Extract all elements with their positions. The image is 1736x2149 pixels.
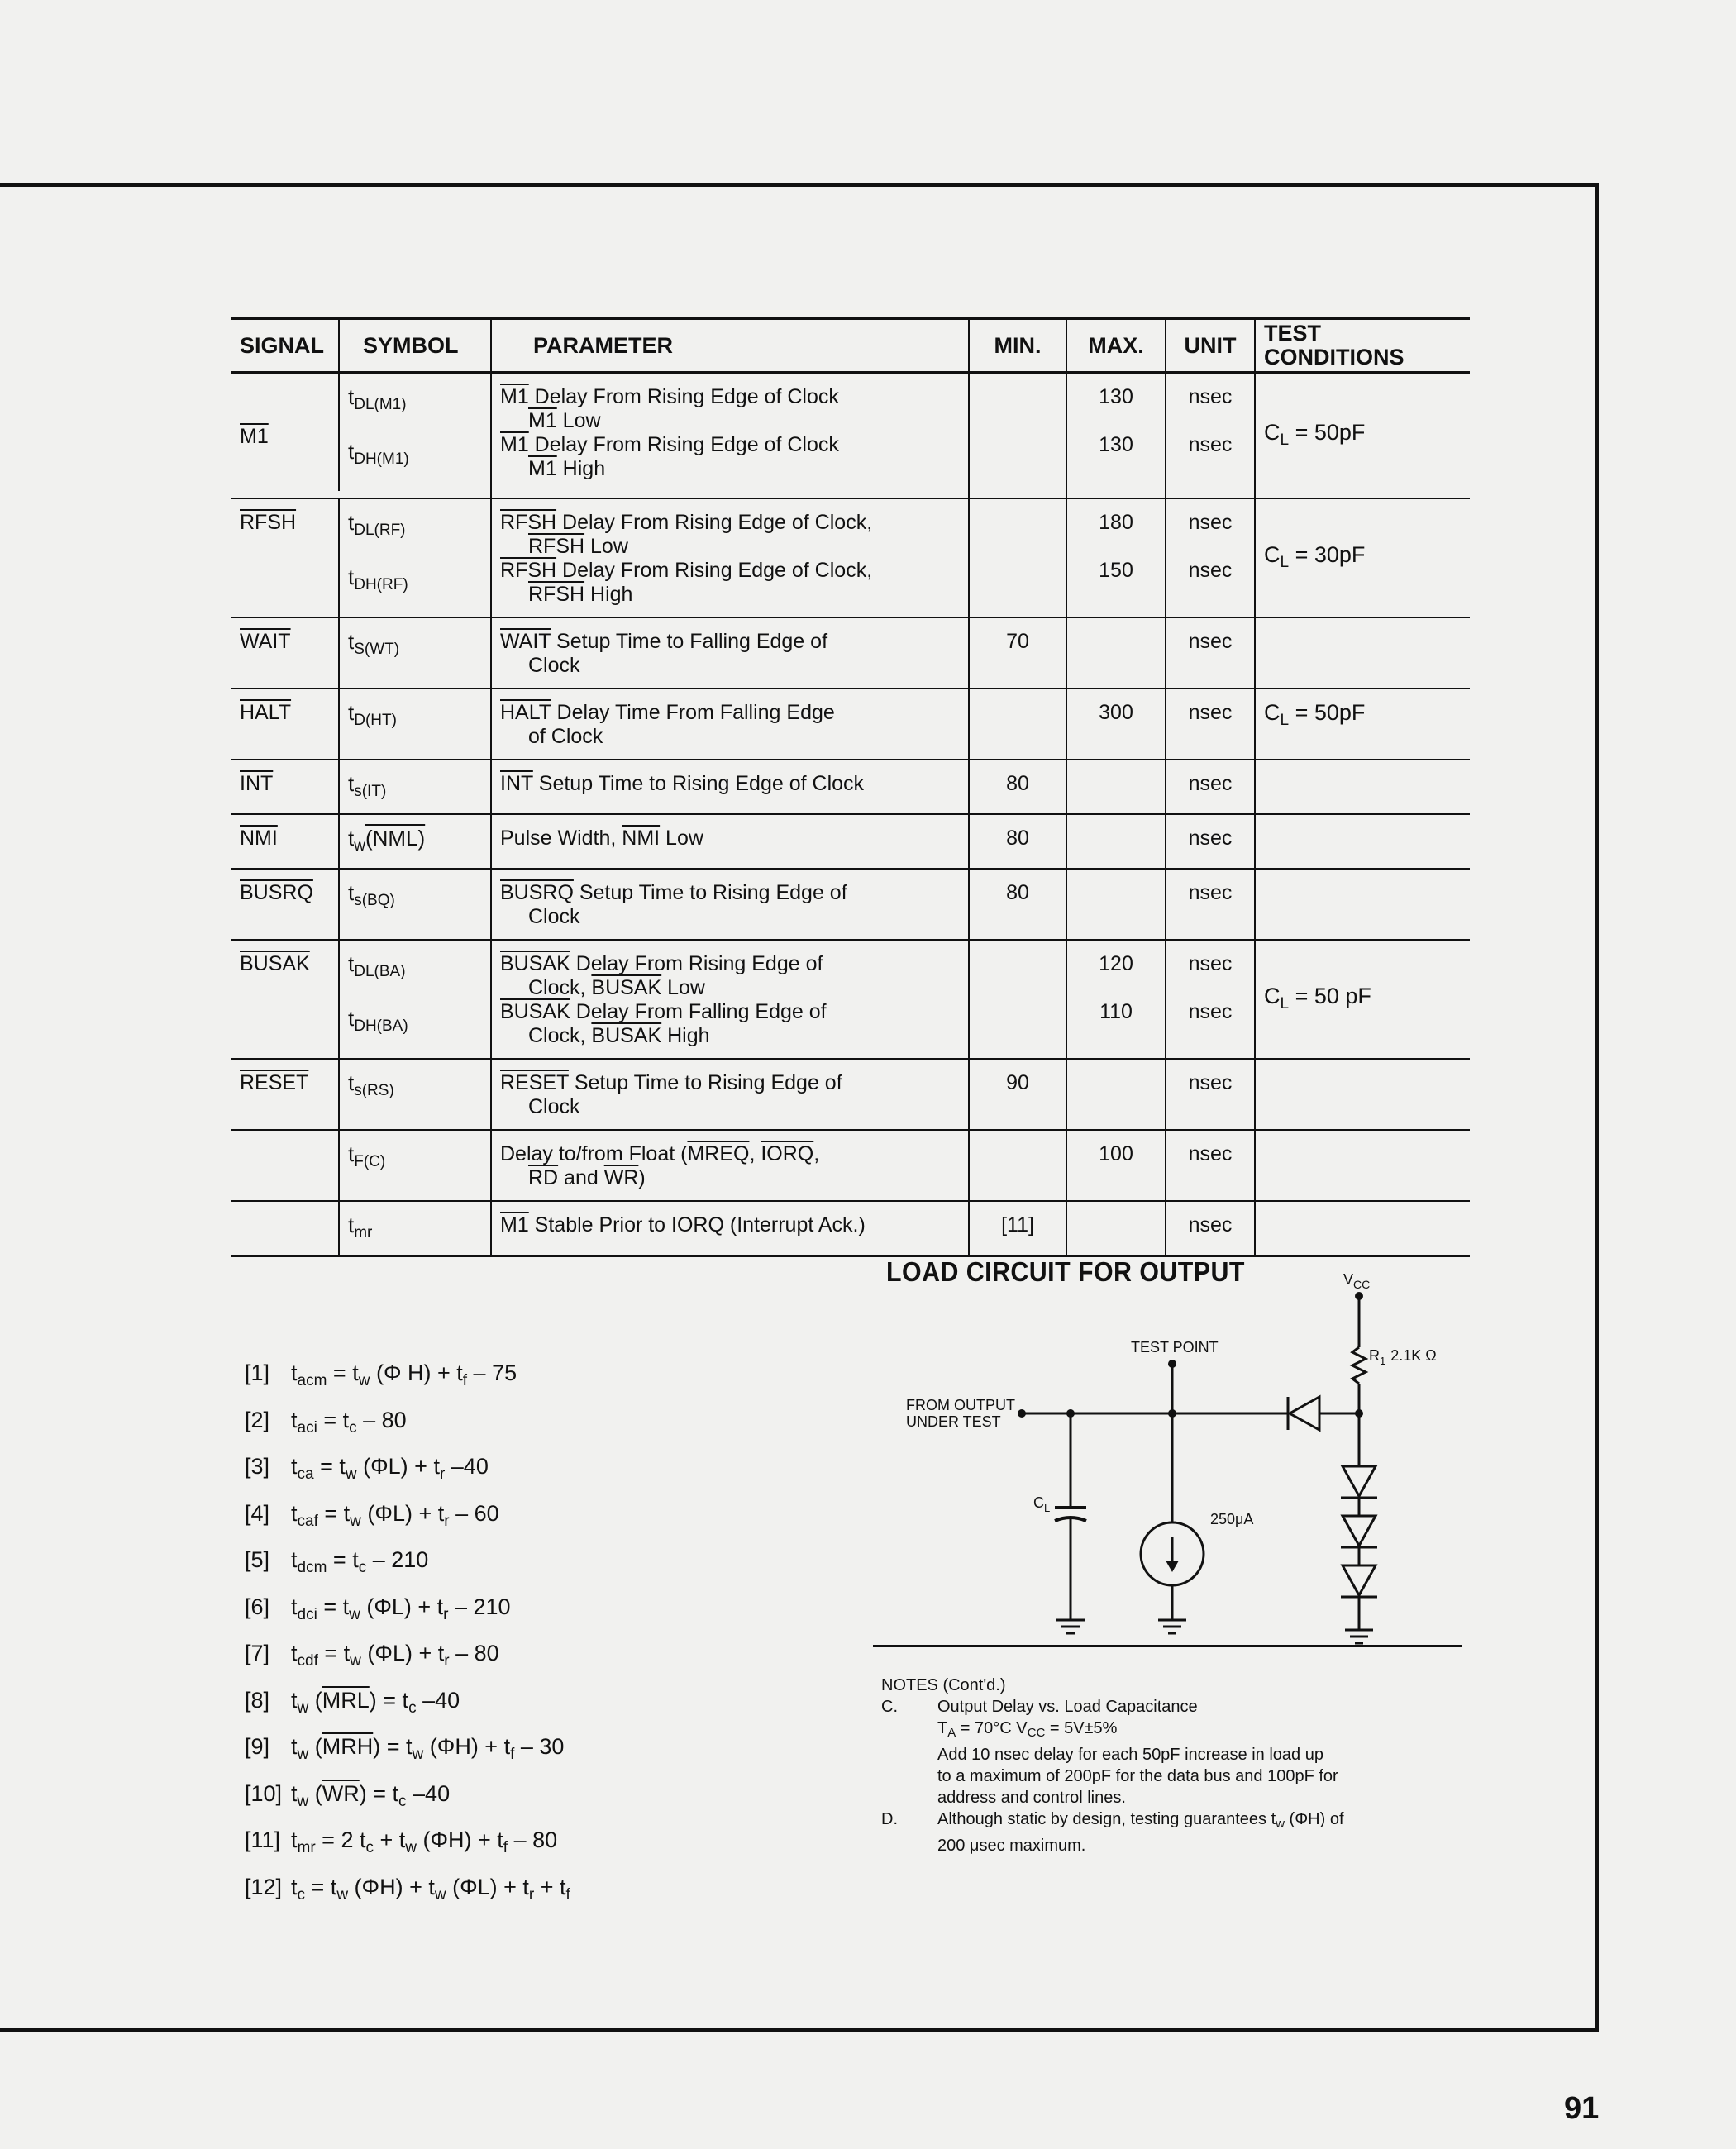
formula-item: [1] $t_{acm} = t_w$ (Φ $H) + t_f - 75$	[245, 1360, 517, 1389]
symbol: t	[348, 439, 355, 464]
formula-item: [2] $t_{aci} = t_c - 80$	[245, 1407, 407, 1437]
test-point-label: TEST POINT	[1131, 1339, 1219, 1356]
unit-value: nsec	[1188, 433, 1233, 456]
vcc-label: $V_{CC}$	[1343, 1271, 1371, 1291]
from-output-label: FROM OUTPUT	[906, 1397, 1015, 1413]
signal-name: RFSH	[240, 511, 297, 534]
table-row: HALT $t_{D(HT)}$ HALT Delay Time From Falling Edge of Clock 300 nsec $C_L = 50pF$	[231, 689, 1470, 760]
header-max: MAX.	[1066, 319, 1166, 373]
formula-item: [10] $t_w$ $(\overline{WR}) = t_c$ –40	[245, 1780, 451, 1810]
table-row: $t_{mr}$ M1 Stable Prior to IORQ (Interrupt Ack.) [11] nsec	[231, 1201, 1470, 1256]
notes-heading: NOTES (Cont'd.)	[881, 1676, 1006, 1694]
signal-name: M1	[240, 424, 269, 448]
param-text: Low	[556, 409, 601, 432]
table-row: WAIT $t_{S(WT)}$ WAIT Setup Time to Falling Edge of Clock 70 nsec	[231, 617, 1470, 689]
max-value: 130	[1099, 385, 1133, 408]
table-row: $t_{F(C)}$ Delay to/from Float (MREQ, IORQ, $\overline{RD}$ and $\overline{WR}$) 100 nsec	[231, 1130, 1470, 1201]
table-header-row	[231, 319, 1470, 373]
param-signal: M1	[500, 385, 529, 408]
header-symbol: SYMBOL	[339, 319, 491, 373]
page-number: 91	[1564, 2091, 1600, 2126]
formula-item: [9] $t_w$ $(\overline{MRH}) = t_w$ $(\Phi H) + t_f - 30$	[245, 1734, 565, 1763]
notes: NOTES (Cont'd.) C. Output Delay vs. Load Capacitance $T_A = 70^\circ C$ $V_{CC} = 5V\pm 5\%$ Add 10 nsec delay for each 50pF increase in load up to a maximum of 200pF for the data bus and 100pF for address and control lines. D. Although static by design, testing guarantees $t_w$ (ΦH) of 200 μsec maximum.	[881, 1676, 1344, 1855]
header-conditions: TEST CONDITIONS	[1255, 319, 1470, 373]
unit-value: nsec	[1188, 385, 1233, 408]
max-value: 130	[1099, 433, 1133, 456]
formula-item: [7] $t_{cdf} = t_w$ $(\Phi L) + t_r - 80$	[245, 1641, 499, 1670]
param-text: High	[556, 457, 606, 480]
header-min: MIN.	[969, 319, 1066, 373]
param-text: Delay From Rising Edge of Clock	[528, 433, 839, 456]
table-row: RESET $t_{s(RS)}$ RESET Setup Time to Rising Edge of Clock 90 nsec	[231, 1059, 1470, 1130]
formula-item: [11] $t_{mr} = 2$ $t_c + t_w$ $(\Phi H) + t_f - 80$	[245, 1827, 558, 1856]
table-row: BUSAK $t_{DL(BA)}$ $t_{DH(BA)}$ BUSAK Delay From Rising Edge of Clock, BUSAK Low BUSAK Delay From Falling Edge of Clock, BUSAK High 120 110 nsec nsec $C_L = 50$ pF	[231, 940, 1470, 1059]
table-row: M1 $t_{DL(M1)}$ $t_{DH(M1)}$ M1 Delay From Rising Edge of Clock M1 Low M1 Delay From Rising Edge of Clock M1 High 130 130 nsec nsec $C_L = 50pF$	[231, 373, 1470, 492]
formula-item: [5] $t_{dcm} = t_c - 210$	[245, 1547, 429, 1576]
formula-item: [6] $t_{dci} = t_w$ $(\Phi L) + t_r - 210$	[245, 1594, 511, 1623]
condition: C	[1264, 542, 1281, 567]
timing-table	[231, 317, 1470, 1257]
param-signal: M1	[500, 433, 529, 456]
min-value	[969, 373, 1066, 492]
current-label: 250μA	[1210, 1511, 1254, 1527]
param-text: Delay From Rising Edge of Clock	[528, 385, 839, 408]
symbol-sub: DH(M1)	[354, 450, 409, 468]
formula-item: [3] $t_{ca} = t_w$ $(\Phi L) + t_r$ –40	[245, 1454, 489, 1483]
symbol: t	[348, 384, 355, 409]
table-row: $\overline{INT}$ $t_{s(IT)}$ $\overline{INT}$ Setup Time to Rising Edge of Clock 80 nsec	[231, 760, 1470, 814]
notes-divider	[873, 1645, 1462, 1647]
note-label: D.	[881, 1810, 898, 1828]
table-row: RFSH $t_{DL(RF)}$ $t_{DH(RF)}$ RFSH Delay From Rising Edge of Clock, RFSH Low RFSH Delay From Rising Edge of Clock, RFSH High 180 150 nsec nsec $C_L = 30pF$	[231, 498, 1470, 617]
under-test-label: UNDER TEST	[906, 1413, 1001, 1430]
header-unit: UNIT	[1166, 319, 1255, 373]
condition: C	[1264, 420, 1281, 445]
formula-item: [12] $t_c = t_w$ $(\Phi H) + t_w$ $(\Phi L) + t_r + t_f$	[245, 1874, 570, 1904]
table-row: $\overline{NMI}$ $t_w(NML)$ Pulse Width, $\overline{NMI}$ Low 80 nsec	[231, 814, 1470, 869]
table-row: BUSRQ $t_{s(BQ)}$ BUSRQ Setup Time to Rising Edge of Clock 80 nsec	[231, 869, 1470, 940]
resistor-label: $R_1$ 2.1K Ω	[1369, 1347, 1437, 1367]
load-circuit-diagram	[868, 1256, 1463, 1645]
header-signal: SIGNAL	[231, 319, 339, 373]
formula-item: [8] $t_w$ $(\overline{MRL}) = t_c$ –40	[245, 1687, 460, 1717]
capacitor-label: $C_L$	[1033, 1494, 1051, 1514]
param-signal: M1	[528, 409, 557, 432]
symbol-sub: DL(M1)	[354, 396, 407, 413]
formula-item: [4] $t_{caf} = t_w$ $(\Phi L) + t_r - 60$	[245, 1500, 499, 1530]
load-circuit-title: LOAD CIRCUIT FOR OUTPUT	[886, 1256, 1245, 1287]
header-parameter: PARAMETER	[491, 319, 969, 373]
note-label: C.	[881, 1698, 898, 1716]
param-signal: M1	[528, 457, 557, 480]
formula-list	[245, 1360, 570, 1921]
